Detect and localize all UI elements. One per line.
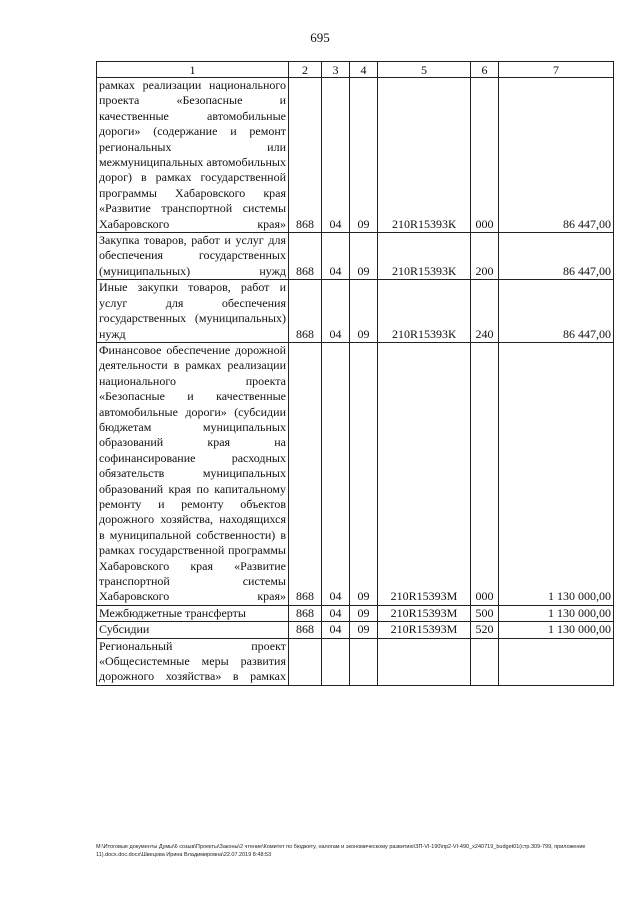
- page-number: 695: [310, 30, 330, 45]
- row-target: 210R15393К: [378, 280, 471, 343]
- row-expense-type: [471, 638, 499, 685]
- row-subsection: 09: [350, 622, 378, 638]
- row-subsection: 09: [350, 605, 378, 621]
- row-section: 04: [322, 342, 350, 605]
- row-section: 04: [322, 233, 350, 280]
- row-target: 210R15393К: [378, 233, 471, 280]
- table-row: [97, 233, 614, 280]
- header-col-7: 7: [499, 62, 614, 78]
- row-name: Закупка товаров, работ и услуг для обеспечения государственных (муниципальных) нужд: [97, 233, 289, 280]
- table-row: [97, 342, 614, 605]
- row-amount: 86 447,00: [499, 233, 614, 280]
- row-amount: 86 447,00: [499, 78, 614, 233]
- row-target: 210R15393М: [378, 605, 471, 621]
- row-name: рамках реализации национального проекта «Безопасные и качественные автомобильные дороги» (содержание и ремонт региональных или межмуниципальных автомобильных дорог) в рамках государственной программы Хабаровского края «Развитие транспортной системы Хабаровского края»: [97, 78, 289, 233]
- row-section: 04: [322, 78, 350, 233]
- table-row: [97, 605, 614, 621]
- row-subsection: 09: [350, 280, 378, 343]
- row-target: 210R15393М: [378, 342, 471, 605]
- row-ministry: [289, 638, 322, 685]
- header-col-4: 4: [350, 62, 378, 78]
- row-expense-type: 500: [471, 605, 499, 621]
- table-row: [97, 622, 614, 638]
- row-subsection: 09: [350, 78, 378, 233]
- row-amount: 86 447,00: [499, 280, 614, 343]
- row-section: [322, 638, 350, 685]
- row-subsection: [350, 638, 378, 685]
- header-col-2: 2: [289, 62, 322, 78]
- document-path-footer: M:\Итоговые документы Думы\6 созыв\Проекты\Законы\2 чтение\Комитет по бюджету, налогам и экономическому развитию\ЗП-VI-190\пр2-VI-490_x240719_budget01(стр.309-799, приложение 11).docx.doc.docx\Швецова Ирина Владимировна\22.07.2019 8:48:53: [96, 844, 586, 858]
- table-row: [97, 78, 614, 233]
- row-section: 04: [322, 622, 350, 638]
- row-name: Региональный проект «Общесистемные меры развития дорожного хозяйства» в рамках: [97, 638, 289, 685]
- row-target: 210R15393М: [378, 622, 471, 638]
- row-ministry: 868: [289, 78, 322, 233]
- row-ministry: 868: [289, 342, 322, 605]
- row-ministry: 868: [289, 622, 322, 638]
- row-name: Иные закупки товаров, работ и услуг для обеспечения государственных (муниципальных) нужд: [97, 280, 289, 343]
- row-ministry: 868: [289, 280, 322, 343]
- table-row: [97, 638, 614, 685]
- row-expense-type: 240: [471, 280, 499, 343]
- row-amount: 1 130 000,00: [499, 605, 614, 621]
- header-col-3: 3: [322, 62, 350, 78]
- row-subsection: 09: [350, 342, 378, 605]
- row-name: Финансовое обеспечение дорожной деятельности в рамках реализации национального проекта «Безопасные и качественные автомобильные дороги» (субсидии бюджетам муниципальных образований края на софинансирование расходных обязательств муниципальных образований края по капитальному ремонту и ремонту объектов дорожного хозяйства, находящихся в муниципальной собственности) в рамках государственной программы Хабаровского края «Развитие транспортной системы Хабаровского края»: [97, 342, 289, 605]
- row-expense-type: 000: [471, 78, 499, 233]
- table-row: [97, 280, 614, 343]
- row-name: Субсидии: [97, 622, 289, 638]
- row-target: 210R15393К: [378, 78, 471, 233]
- row-ministry: 868: [289, 233, 322, 280]
- budget-table: [96, 61, 614, 686]
- header-col-1: 1: [97, 62, 289, 78]
- row-expense-type: 200: [471, 233, 499, 280]
- row-name: Межбюджетные трансферты: [97, 605, 289, 621]
- row-section: 04: [322, 280, 350, 343]
- header-row: [97, 62, 614, 78]
- row-expense-type: 520: [471, 622, 499, 638]
- row-ministry: 868: [289, 605, 322, 621]
- row-target: [378, 638, 471, 685]
- row-amount: [499, 638, 614, 685]
- header-col-6: 6: [471, 62, 499, 78]
- row-subsection: 09: [350, 233, 378, 280]
- row-amount: 1 130 000,00: [499, 342, 614, 605]
- header-col-5: 5: [378, 62, 471, 78]
- row-amount: 1 130 000,00: [499, 622, 614, 638]
- row-section: 04: [322, 605, 350, 621]
- row-expense-type: 000: [471, 342, 499, 605]
